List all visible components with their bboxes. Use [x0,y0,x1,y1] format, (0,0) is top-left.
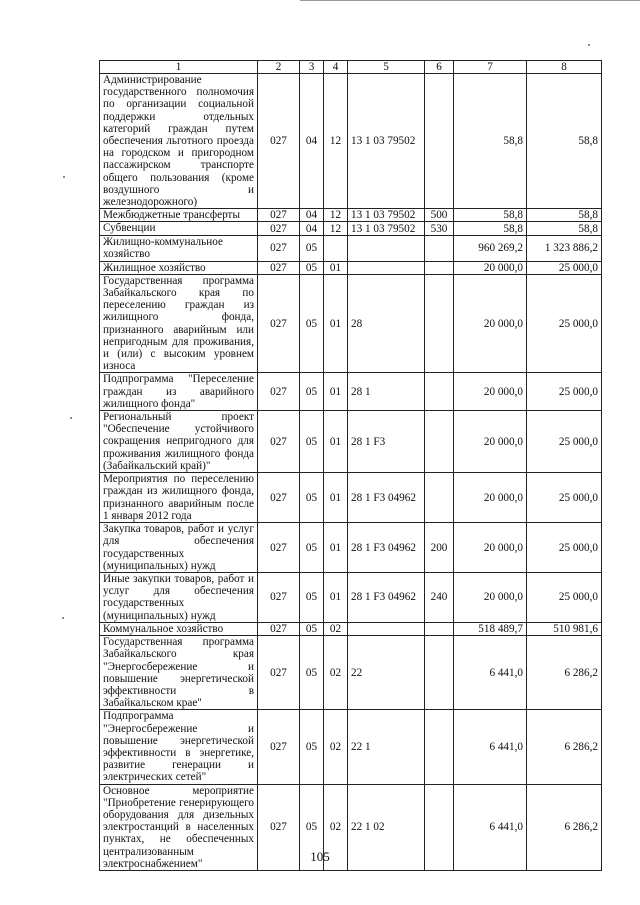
column-header: 5 [348,61,425,74]
column-header: 7 [454,61,527,74]
cell-amount-2: 1 323 886,2 [527,235,602,261]
cell-amount-2: 25 000,0 [527,373,602,411]
cell-target-code: 28 1 F3 04962 [348,523,425,573]
cell-ministry: 027 [258,636,300,710]
cell-ministry: 027 [258,523,300,573]
row-name: Коммунальное хозяйство [100,622,258,635]
cell-expense-type [425,373,454,411]
cell-subsection: 12 [324,209,348,222]
cell-amount-2: 25 000,0 [527,411,602,473]
cell-amount-2: 58,8 [527,74,602,209]
budget-table [99,60,602,871]
table-row [100,261,602,274]
cell-ministry: 027 [258,261,300,274]
row-name: Закупка товаров, работ и услуг для обеспечения государственных (муниципальных) нужд [100,523,258,573]
cell-target-code: 13 1 03 79502 [348,74,425,209]
cell-section: 05 [300,636,324,710]
table-row [100,74,602,209]
cell-amount-2: 25 000,0 [527,572,602,622]
table-row [100,235,602,261]
cell-amount-1: 20 000,0 [454,473,527,523]
cell-section: 05 [300,274,324,373]
cell-expense-type: 240 [425,572,454,622]
cell-subsection: 02 [324,784,348,870]
cell-section: 05 [300,373,324,411]
cell-expense-type: 200 [425,523,454,573]
cell-section: 05 [300,572,324,622]
cell-target-code: 22 1 [348,710,425,784]
row-name: Государственная программа Забайкальского края по переселению граждан из жилищного фонда, признанного аварийным или непригодным для проживания, и (или) с высоким уровнем износа [100,274,258,373]
cell-ministry: 027 [258,572,300,622]
cell-amount-1: 6 441,0 [454,784,527,870]
cell-ministry: 027 [258,209,300,222]
cell-amount-1: 960 269,2 [454,235,527,261]
cell-subsection: 01 [324,274,348,373]
row-name: Иные закупки товаров, работ и услуг для обеспечения государственных (муниципальных) нужд [100,572,258,622]
cell-ministry: 027 [258,373,300,411]
cell-expense-type [425,636,454,710]
cell-ministry: 027 [258,235,300,261]
cell-subsection: 01 [324,411,348,473]
row-name: Основное мероприятие "Приобретение генерирующего оборудования для дизельных электростанций в населенных пунктах, не обеспеченных централизованным электроснабжением" [100,784,258,870]
cell-expense-type [425,710,454,784]
cell-ministry: 027 [258,622,300,635]
cell-subsection: 02 [324,710,348,784]
cell-amount-1: 20 000,0 [454,274,527,373]
cell-section: 05 [300,473,324,523]
table-row [100,274,602,373]
cell-target-code: 22 [348,636,425,710]
scan-speck [63,176,65,178]
cell-target-code: 28 1 F3 04962 [348,473,425,523]
cell-target-code: 22 1 02 [348,784,425,870]
row-name: Мероприятия по переселению граждан из жилищного фонда, признанного аварийным после 1 января 2012 года [100,473,258,523]
cell-expense-type: 500 [425,209,454,222]
column-header: 1 [100,61,258,74]
cell-section: 04 [300,209,324,222]
cell-section: 05 [300,622,324,635]
cell-subsection: 12 [324,222,348,235]
column-header: 2 [258,61,300,74]
cell-expense-type [425,473,454,523]
cell-ministry: 027 [258,473,300,523]
cell-amount-2: 6 286,2 [527,710,602,784]
cell-expense-type: 530 [425,222,454,235]
column-header: 6 [425,61,454,74]
cell-section: 05 [300,710,324,784]
cell-amount-1: 20 000,0 [454,411,527,473]
table-row [100,209,602,222]
cell-ministry: 027 [258,274,300,373]
cell-subsection: 02 [324,636,348,710]
row-name: Администрирование государственного полномочия по организации социальной поддержки отдельных категорий граждан путем обеспечения льготного проезда на городском и пригородном пассажирском транспорте общего пользования (кроме воздушного и железнодорожного) [100,74,258,209]
cell-expense-type [425,622,454,635]
column-header: 4 [324,61,348,74]
cell-amount-2: 58,8 [527,209,602,222]
cell-target-code: 13 1 03 79502 [348,209,425,222]
cell-subsection: 12 [324,74,348,209]
cell-section: 05 [300,784,324,870]
cell-amount-1: 20 000,0 [454,373,527,411]
cell-amount-1: 58,8 [454,209,527,222]
scan-speck [588,44,590,46]
cell-amount-2: 25 000,0 [527,261,602,274]
cell-amount-1: 20 000,0 [454,261,527,274]
cell-ministry: 027 [258,710,300,784]
cell-target-code [348,235,425,261]
column-header: 3 [300,61,324,74]
row-name: Государственная программа Забайкальского края "Энергосбережение и повышение энергетической эффективности в Забайкальском крае" [100,636,258,710]
cell-subsection [324,235,348,261]
cell-target-code: 28 1 F3 [348,411,425,473]
table-row [100,411,602,473]
table-header-row [100,61,602,74]
cell-target-code: 28 1 F3 04962 [348,572,425,622]
row-name: Межбюджетные трансферты [100,209,258,222]
cell-amount-2: 25 000,0 [527,523,602,573]
cell-section: 04 [300,222,324,235]
cell-amount-2: 58,8 [527,222,602,235]
cell-target-code: 28 [348,274,425,373]
cell-subsection: 01 [324,473,348,523]
cell-section: 05 [300,261,324,274]
cell-amount-1: 20 000,0 [454,572,527,622]
cell-subsection: 01 [324,572,348,622]
cell-amount-1: 58,8 [454,74,527,209]
cell-expense-type [425,411,454,473]
table-row [100,523,602,573]
cell-subsection: 01 [324,261,348,274]
row-name: Подпрограмма "Переселение граждан из аварийного жилищного фонда" [100,373,258,411]
cell-subsection: 01 [324,523,348,573]
cell-amount-1: 20 000,0 [454,523,527,573]
cell-ministry: 027 [258,411,300,473]
cell-subsection: 02 [324,622,348,635]
cell-ministry: 027 [258,784,300,870]
cell-amount-2: 510 981,6 [527,622,602,635]
cell-amount-1: 518 489,7 [454,622,527,635]
scan-speck [70,417,72,419]
scan-edge-line [300,0,640,3]
table-row [100,636,602,710]
cell-target-code: 28 1 [348,373,425,411]
cell-section: 05 [300,523,324,573]
table-row [100,473,602,523]
row-name: Региональный проект "Обеспечение устойчивого сокращения непригодного для проживания жилищного фонда (Забайкальский край)" [100,411,258,473]
row-name: Жилищное хозяйство [100,261,258,274]
cell-target-code [348,622,425,635]
cell-section: 05 [300,235,324,261]
cell-amount-1: 6 441,0 [454,636,527,710]
cell-ministry: 027 [258,74,300,209]
cell-amount-2: 6 286,2 [527,784,602,870]
cell-amount-2: 25 000,0 [527,274,602,373]
table-row [100,572,602,622]
cell-amount-1: 6 441,0 [454,710,527,784]
cell-target-code: 13 1 03 79502 [348,222,425,235]
cell-section: 05 [300,411,324,473]
row-name: Жилищно-коммунальное хозяйство [100,235,258,261]
column-header: 8 [527,61,602,74]
page-number: 105 [310,849,330,864]
table-row [100,373,602,411]
row-name: Подпрограмма "Энергосбережение и повышение энергетической эффективности в энергетике, развитие генерации и электрических сетей" [100,710,258,784]
cell-amount-1: 58,8 [454,222,527,235]
row-name: Субвенции [100,222,258,235]
scan-speck [62,617,64,619]
table-row [100,622,602,635]
cell-amount-2: 6 286,2 [527,636,602,710]
cell-expense-type [425,74,454,209]
cell-ministry: 027 [258,222,300,235]
table-row [100,222,602,235]
cell-expense-type [425,235,454,261]
cell-expense-type [425,274,454,373]
cell-target-code [348,261,425,274]
cell-subsection: 01 [324,373,348,411]
table-row [100,710,602,784]
cell-expense-type [425,261,454,274]
cell-section: 04 [300,74,324,209]
cell-amount-2: 25 000,0 [527,473,602,523]
